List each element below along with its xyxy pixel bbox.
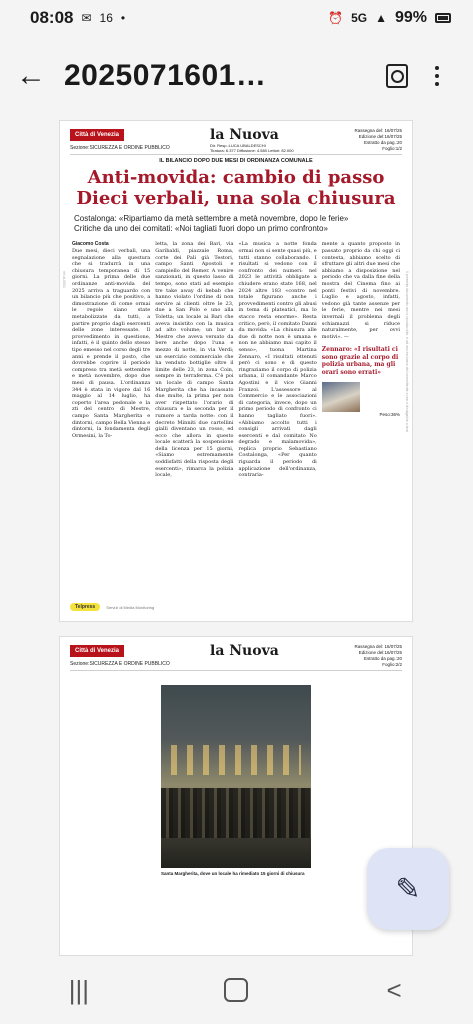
alarm-icon: ⏰ [328,11,344,25]
back-button[interactable]: < [386,974,402,1005]
article-column-3: «La musica a notte fonda ormai non si sente quasi più, e tutti stanno collaborando. I risultati si vedono con il confronto dei numeri: nel 2023 le attività obbligate a chiudere erano state 168, nel 2024 altre 183 «contro nel totale figurano anche i provvedimenti contro gli abusi in tema di plateatici, ma lo stacco resta enorme». Resta critico, però, il comitato Danni da movida: «La chiusura alle due di notte non è umana e non ne abbiamo mai capito il senso», tuona Martina Zennaro, «I risultati ottenuti però ci sono e di questo ringraziamo il corpo di polizia urbana, il comandante Marco Agostini e il vice Gianni Franzoi. L'assessore al Commercio e le associazioni di categoria, invece, dopo un primo periodo di confronto ci hanno tagliato fuori». «Abbiamo accolto tutti i consigli arrivati dagli esercenti e dal comitato No degrado e malamovida», replica proprio Sebastiano Costalonga, «Per quanto riguarda il periodo di applicazione dell'ordinanza, contraria- [238,241,317,479]
clock: 08:08 [30,8,74,27]
disclaimer-text: Il presente documento non è riproducibile, è ad uso esclusivo del committente e non è divulgabile a terzi. [405,271,409,434]
newspaper-logo: la Nuova [210,643,279,659]
app-bar [0,44,473,108]
pdf-page-2[interactable] [59,636,413,956]
page-header [70,641,402,671]
page-weight: Peso:36% [379,412,400,418]
article-body [72,241,400,478]
kicker: IL BILANCIO DOPO DUE MESI DI ORDINANZA COMUNALE [159,158,313,164]
document-title: 2025071601… [64,59,267,92]
headline: Anti-movida: cambio di passo Dieci verbali, una sola chiusura [76,167,396,210]
pdf-page-1[interactable] [59,120,413,622]
dot-icon: • [120,11,126,25]
city-badge: Città di Venezia [70,645,124,657]
article-photo [161,685,311,868]
subheadline: Costalonga: «Ripartiamo da metà settembre a metà novembre, dopo le ferie» Critiche da uno dei comitati: «Noi tagliati fuori dopo un primo confronto» [74,214,349,234]
city-badge: Città di Venezia [70,129,124,141]
arrow-back-icon[interactable]: ← [16,59,46,92]
calendar-icon: 16 [99,11,113,25]
telpress-logo: Telpress [70,603,100,611]
battery-icon [435,13,451,23]
recents-button[interactable]: ||| [68,974,89,1005]
clipping-meta: Rassegna del: 16/07/25 Edizione del:16/07/25 Estratto da pag.:20 Foglio:2/2 [354,644,402,668]
gmail-icon: ✉ [81,11,92,25]
home-button[interactable] [206,978,266,1002]
footer-text: Servizi di Media Monitoring [106,604,155,610]
search-document-icon[interactable] [377,56,417,96]
newspaper-logo: la Nuova [210,127,279,143]
battery-level: 99% [394,9,427,26]
more-vert-icon[interactable] [417,56,457,96]
draw-icon[interactable]: ✎ [367,848,449,930]
left-margin-code: ref-id-0051 [62,271,66,288]
section-label: Sezione:SICUREZZA E ORDINE PUBBLICO [70,661,170,667]
page-header [70,125,402,155]
5g-signal-icon: 5G [351,11,368,25]
clipping-meta: Rassegna del: 16/07/25 Edizione del:16/07/25 Estratto da pag.:20 Foglio:1/2 [354,128,402,152]
status-bar [0,0,473,36]
signal-icon: ▲ [375,11,387,25]
newspaper-info: Dir. Resp.:LUCA UBALDESCHI Tiratura: 6.377 Diffusione: 4.580 Lettori: 82.000 [210,143,294,153]
pull-quote: Zennaro: «I risultati ci sono grazie al corpo di polizia urbana, ma gli orari sono errati» [321,346,399,376]
page-footer [70,603,154,611]
article-column-2: letta, la zona dei Bari, via Garibaldi, piazzale Roma, corte dei Pali già Testori, campo Santi Apostoli e campiello del Remer. A venire sanzionati, in questo lasso di tempo, sono stati ad esempio tre take away di kebab che hanno violato l'ordine di non servire ai clienti oltre le 23, due a San Polo e uno alla Toletta; un locale ai Bari che aveva insistito con la musica ad alto volume; un bar a Mestre che aveva versato da bere anche dopo l'una e mezzo di notte, in via Verdi; un esercizio commerciale che ha venduto bottiglie oltre il limite delle 23, in zona Coin, sempre in terraferma. C'è poi un locale di campo Santa Margherita che ha incassato due multe, la prima per non aver rispettato l'orario di chiusura e la seconda per il rumore a tarda notte: con il decreto Minniti due cartellini gialli diventano un rosso, ed ecco che allora in questo locale scatterà la sospensione della licenza per 15 giorni, «Siamo estremamente soddisfatti della risposta degli esercenti», rimarca la polizia locale, [155,241,234,479]
byline: Giacomo Costa [72,241,109,248]
article-column-4: mente a quanto proposto in passato proprio da chi oggi ci contesta, abbiamo scelto di sfruttare gli altri due mesi che abbiamo a disposizione nel periodo che va dalla fine della mostra del Cinema fino ai ponti festivi di novembre. Luglio e agosto, infatti, vedono già tante assenze per le ferie, mentre nei mesi invernali il problema degli schiamazzi si riduce naturalmente, per ovvi motivi». — Zennaro: «I risultati ci sono grazie al corpo di polizia urbana, ma gli orari sono errati» Peso:36% [321,241,400,418]
section-label: Sezione:SICUREZZA E ORDINE PUBBLICO [70,145,170,151]
navigation-bar [0,956,473,1024]
article-column-1: Giacomo Costa Due mesi, dieci verbali, una segnalazione alla questura che si tradurrà in una chiusura temporanea di 15 giorni. La prima delle due ordinanze anti-movida del 2025 arriva a traguardo con un bilancio più che positivo, a dimostrazione di come ormai le regole siano state metabolizzate da tutti, a partire proprio dagli esercenti delle zone interessate. Il provvedimento in questione, infatti, è il quinto dello stesso tipo emesso nel corso degli tre anni e prende il posto, che dovrebbe coprire il periodo compreso tra metà settembre e metà novembre, dopo due mesi di pausa. L'ordinanza 344 è stata in vigore dal 16 maggio al 14 luglio, ha coperto l'area pedonale e la zti del centro di Mestre, campo Santa Margherita e dintorni, campo Bella Vienna e dintorni, la fondamenta degli Ormesini, la To- [72,241,151,439]
photo-caption: Santa Margherita, dove un locale ha rimediato 15 giorni di chiusura [161,871,305,876]
page-thumbnail [322,382,360,412]
